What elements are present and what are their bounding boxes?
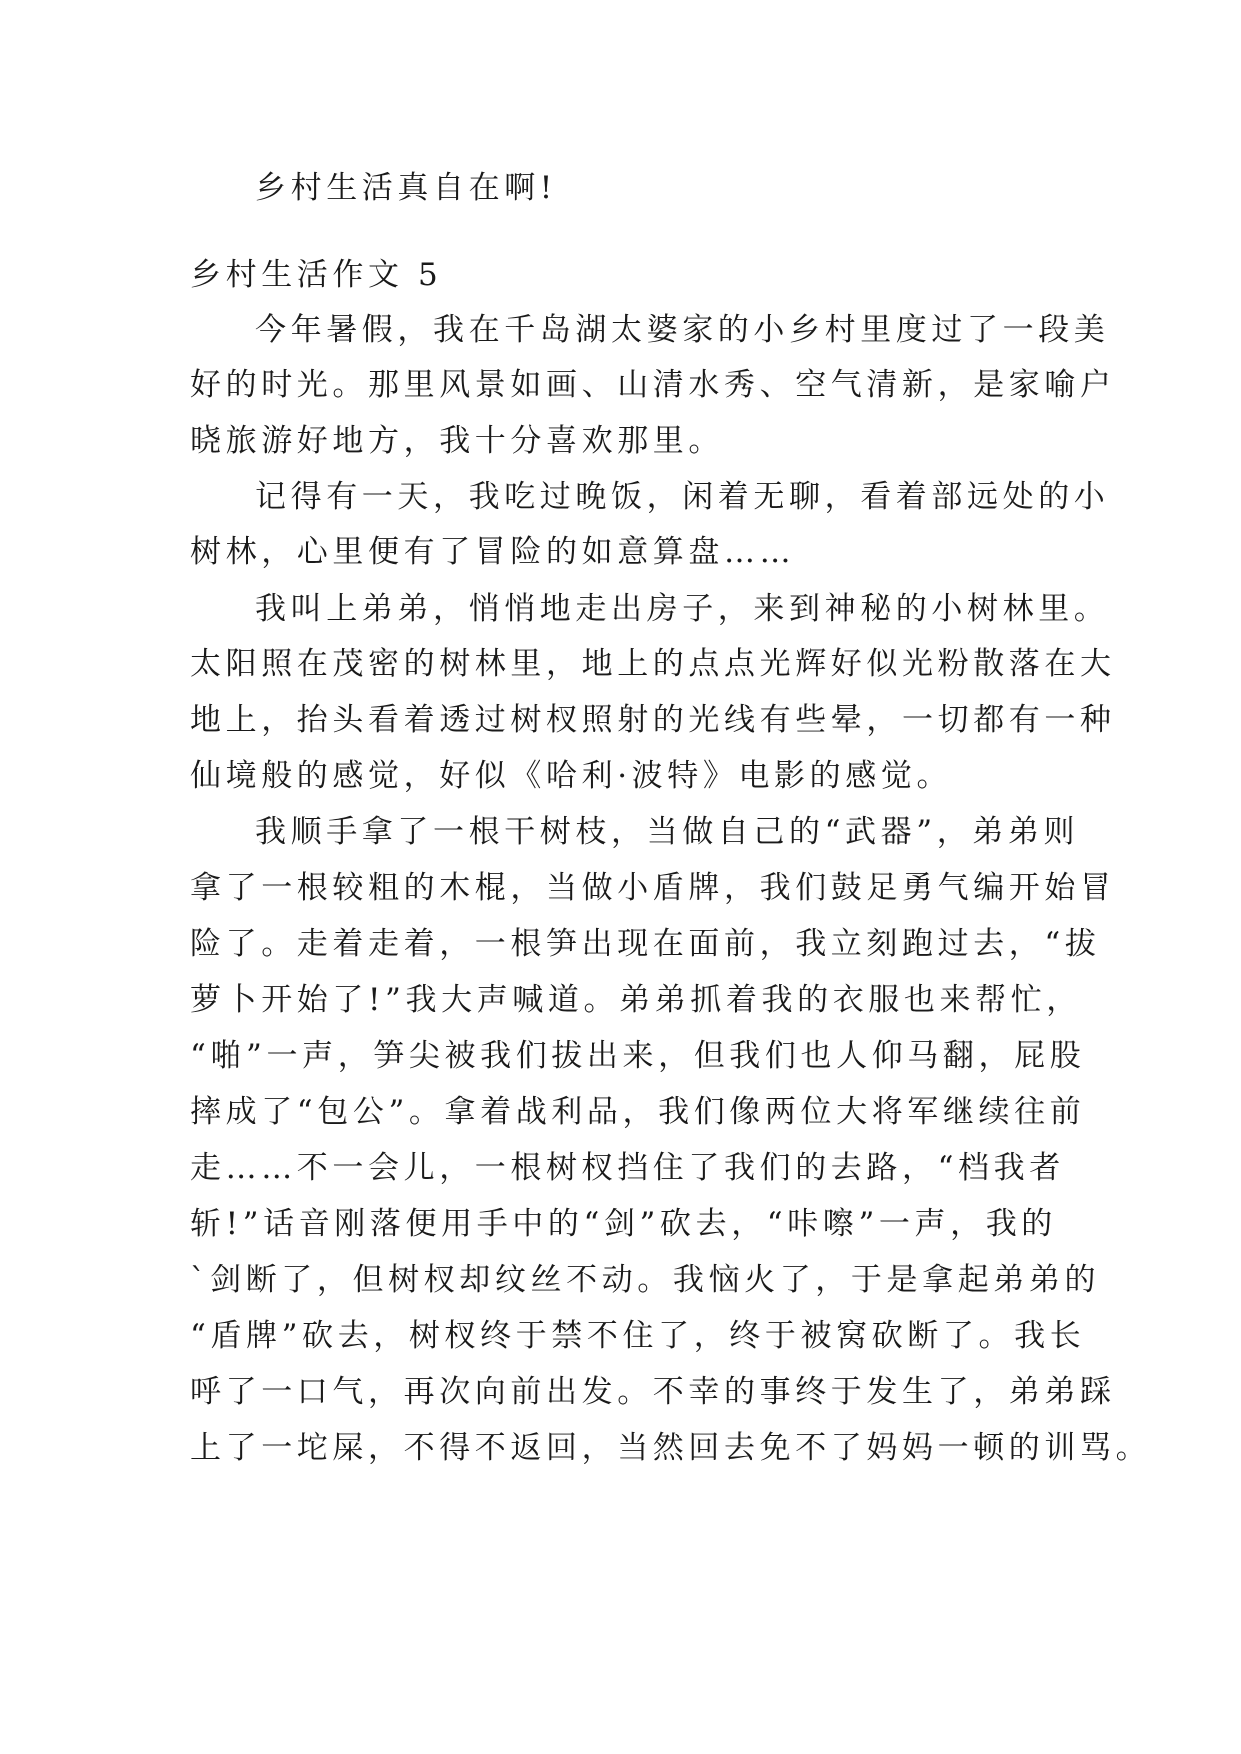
paragraph-line: 好的时光。那里风景如画、山清水秀、空气清新，是家喻户	[190, 367, 1116, 403]
paragraph-line: 记得有一天，我吃过晚饭，闲着无聊，看着部远处的小	[255, 479, 1110, 515]
paragraph-line: 萝卜开始了!”我大声喊道。弟弟抓着我的衣服也来帮忙，	[190, 982, 1082, 1018]
paragraph-line: “啪”一声，笋尖被我们拔出来，但我们也人仰马翻，屁股	[190, 1038, 1086, 1074]
essay-title: 乡村生活作文 5	[190, 257, 443, 293]
paragraph-line: 拿了一根较粗的木棍，当做小盾牌，我们鼓足勇气编开始冒	[190, 870, 1116, 906]
closing-sentence: 乡村生活真自在啊!	[255, 170, 557, 206]
paragraph-line: 我叫上弟弟，悄悄地走出房子，来到神秘的小树林里。	[255, 591, 1110, 627]
paragraph-line: `剑断了，但树杈却纹丝不动。我恼火了，于是拿起弟弟的	[190, 1262, 1101, 1298]
paragraph-line: “盾牌”砍去，树杈终于禁不住了，终于被窝砍断了。我长	[190, 1318, 1086, 1354]
paragraph-line: 仙境般的感觉，好似《哈利·波特》电影的感觉。	[190, 758, 953, 794]
paragraph-line: 我顺手拿了一根干树枝，当做自己的“武器”，弟弟则	[255, 814, 1080, 850]
paragraph-line: 险了。走着走着，一根笋出现在面前，我立刻跑过去，“拔	[190, 926, 1101, 962]
paragraph-line: 呼了一口气，再次向前出发。不幸的事终于发生了，弟弟踩	[190, 1374, 1116, 1410]
paragraph-line: 斩!”话音刚落便用手中的“剑”砍去，“咔嚓”一声，我的	[190, 1206, 1057, 1242]
paragraph-line: 上了一坨屎，不得不返回，当然回去免不了妈妈一顿的训骂。	[190, 1430, 1152, 1466]
paragraph-line: 太阳照在茂密的树林里，地上的点点光辉好似光粉散落在大	[190, 646, 1116, 682]
paragraph-line: 地上，抬头看着透过树杈照射的光线有些晕，一切都有一种	[190, 702, 1116, 738]
paragraph-line: 走……不一会儿，一根树杈挡住了我们的去路，“档我者	[190, 1150, 1065, 1186]
paragraph-line: 树林，心里便有了冒险的如意算盘……	[190, 534, 796, 570]
paragraph-line: 摔成了“包公”。拿着战利品，我们像两位大将军继续往前	[190, 1094, 1086, 1130]
paragraph-line: 晓旅游好地方，我十分喜欢那里。	[190, 423, 724, 459]
paragraph-line: 今年暑假，我在千岛湖太婆家的小乡村里度过了一段美	[255, 312, 1110, 348]
